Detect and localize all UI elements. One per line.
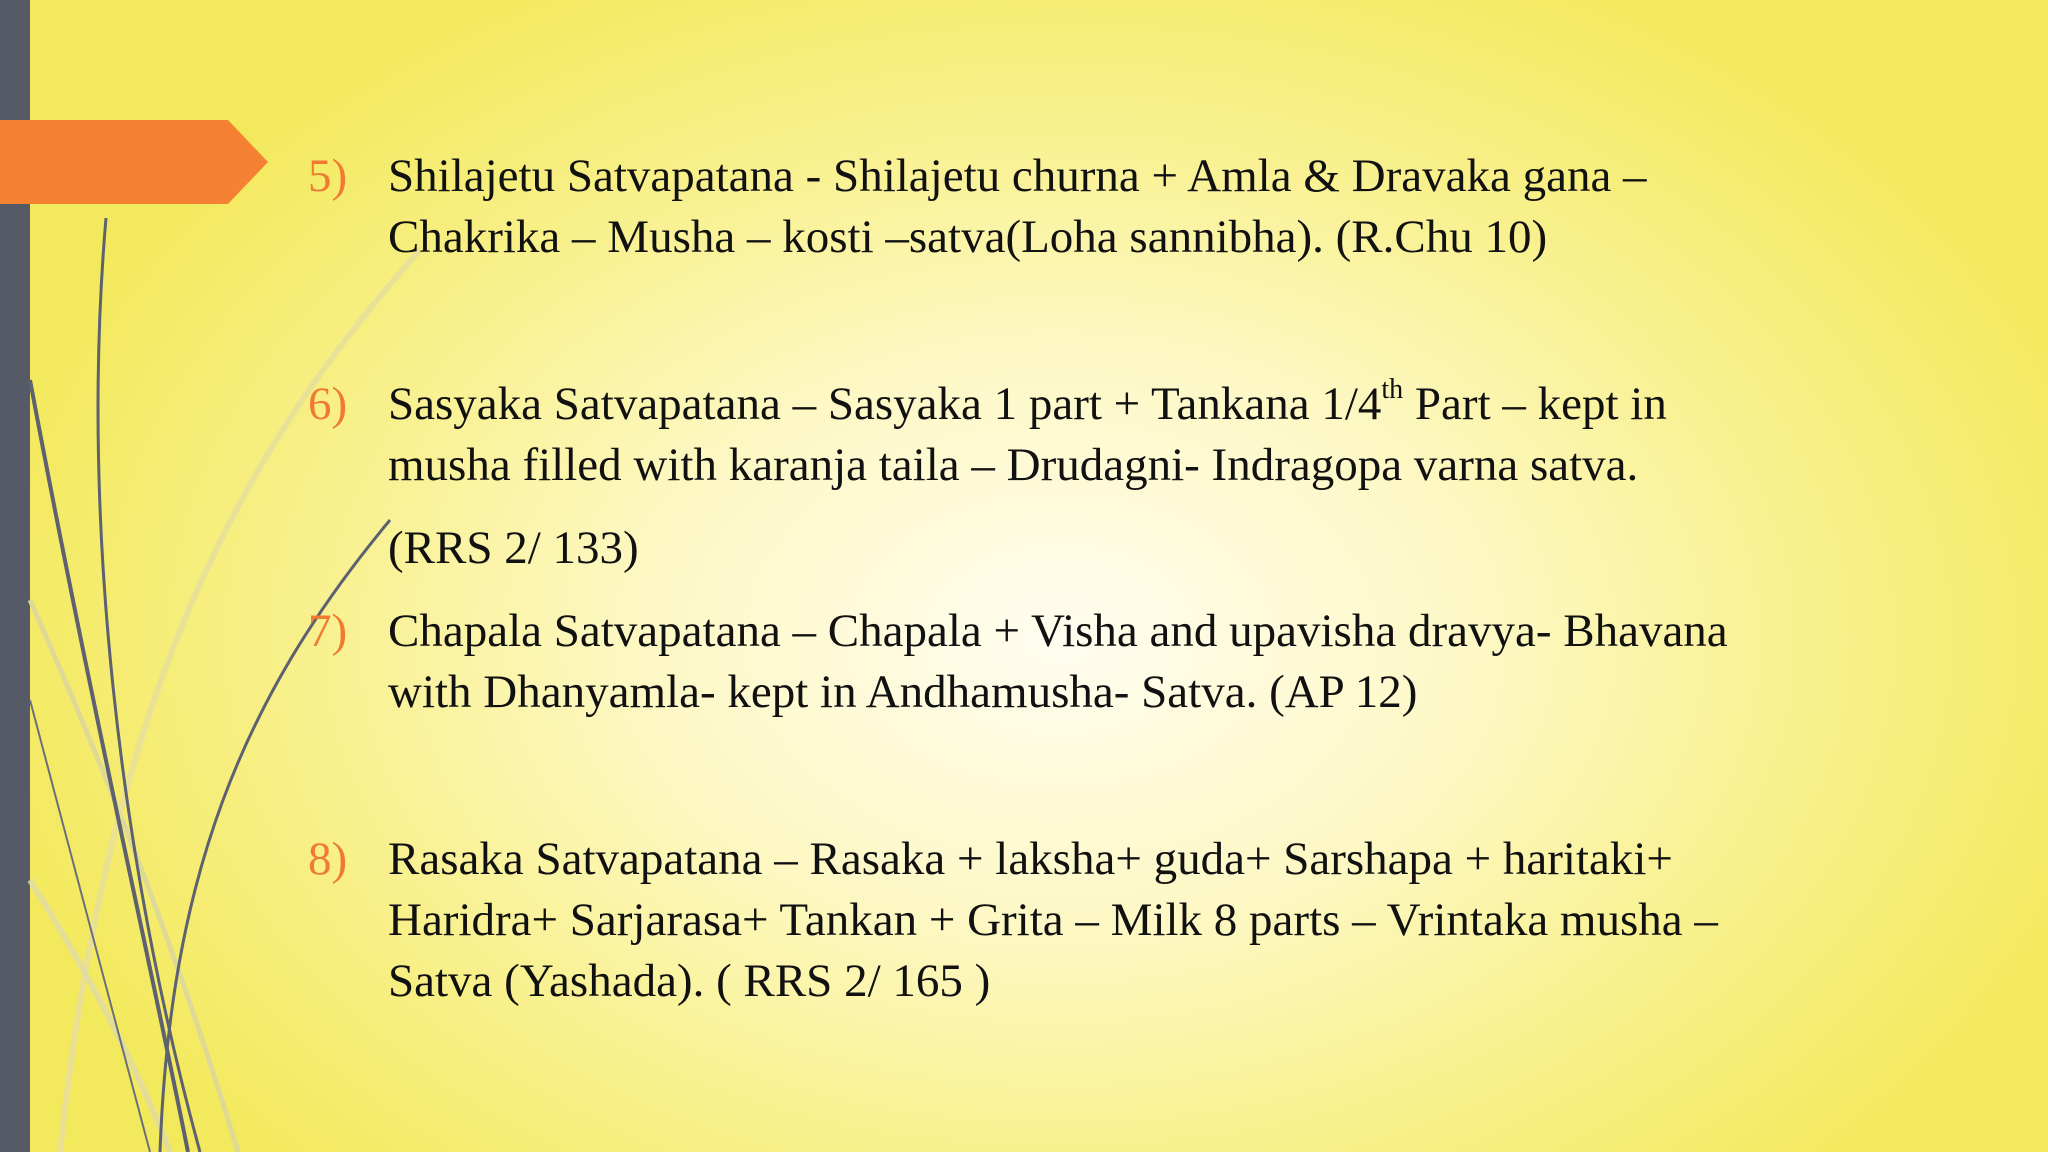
item-line: Satva (Yashada). ( RRS 2/ 165 ) <box>388 955 991 1007</box>
item-line: Rasaka Satvapatana – Rasaka + laksha+ guda+ Sarshapa + haritaki+ <box>388 833 1673 885</box>
item-line: with Dhanyamla- kept in Andhamusha- Satva. (AP 12) <box>388 666 1418 718</box>
item-line-text: Part – kept in <box>1403 378 1667 430</box>
item-line: musha filled with karanja taila – Drudagni- Indragopa varna satva. <box>388 439 1639 491</box>
item-number: 7) <box>308 605 348 657</box>
item-line: Haridra+ Sarjarasa+ Tankan + Grita – Milk 8 parts – Vrintaka musha – <box>388 894 1718 946</box>
item-line <box>388 374 1888 435</box>
superscript-th: th <box>1381 374 1404 406</box>
item-line-text: Sasyaka Satvapatana – Sasyaka 1 part + Tankana 1/4 <box>388 378 1382 430</box>
item-number: 5) <box>308 150 348 202</box>
item-line: Chapala Satvapatana – Chapala + Visha and upavisha dravya- Bhavana <box>388 605 1728 657</box>
item-number: 6) <box>308 378 348 430</box>
list-item-7 <box>308 601 1888 723</box>
item-number: 8) <box>308 833 348 885</box>
item-line: Chakrika – Musha – kosti –satva(Loha sannibha). (R.Chu 10) <box>388 211 1548 263</box>
list-item-5 <box>308 146 1888 268</box>
item-reference: (RRS 2/ 133) <box>388 522 639 574</box>
item-line: Shilajetu Satvapatana - Shilajetu churna + Amla & Dravaka gana – <box>388 150 1647 202</box>
list-item-8 <box>308 829 1888 1012</box>
list-item-6 <box>308 374 1888 579</box>
